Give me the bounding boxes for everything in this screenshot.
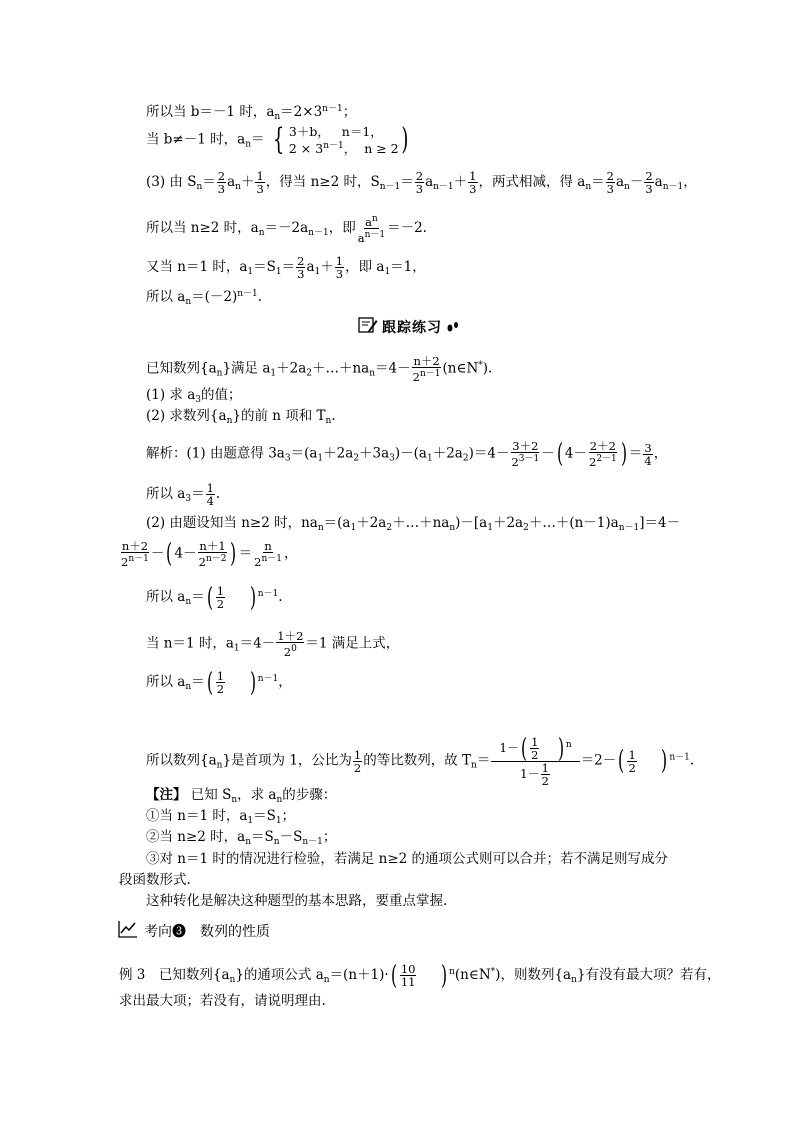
- text: }有没有最大项？若有，: [576, 967, 721, 983]
- text: ＝1 满足上式，: [305, 635, 400, 652]
- text: ＋…＋(n－1)a: [528, 515, 619, 531]
- text: ，两式相减，得 a: [478, 174, 586, 190]
- note-heading: 【注】 已知 $S_n$，求 $a_n$的步骤：: [146, 787, 337, 805]
- text: ①当 n＝1 时，a: [146, 808, 248, 824]
- text: ＝(n＋1)·: [329, 967, 389, 983]
- solution-line-1: 所以当 b＝－1 时，$a_n=2\times 3^{n-1}$；: [146, 104, 357, 122]
- text: ＋2a: [432, 445, 463, 462]
- text: 所以当 n≥2 时，a: [146, 220, 259, 236]
- note-summary: [146, 892, 447, 910]
- text: ＝1，: [390, 259, 426, 275]
- text: (3) 由 S: [146, 174, 197, 190]
- solution-line-4: 所以当 n≥2 时，$a_n=-2a_{n-1}$，即 $\frac{a^n}{a^{n-1}}$ ＝－2.: [146, 214, 427, 245]
- text: ＋3a: [359, 445, 390, 462]
- text: .: [257, 289, 263, 305]
- text: 解析：(1) 由题意得 3a: [146, 445, 285, 462]
- text: 求出最大项；若没有，请说明理由.: [119, 993, 326, 1009]
- text: ，即: [328, 220, 356, 236]
- text: ＝: [628, 445, 643, 462]
- solution-an-1: 所以 $a_n=$( $\frac{1}{2}$ ) $^{n-1}$.: [146, 582, 283, 613]
- example-3: 例 3 已知数列$\{a_n\}$的通项公式 $a_n=(n+1)\cdot$( $\frac{10}{11}$ ) $^n$(n∈N*)，则数列$\{a_n\}$有没有最大项？若有，: [119, 960, 721, 991]
- text: ，: [283, 545, 298, 562]
- section-title: 数列的性质: [200, 924, 270, 940]
- text: ＝S: [253, 259, 276, 275]
- exercise-statement: 已知数列$\{a_n\}$满足 $a_1+2a_2+\dots+na_n=4-$ $\frac{n+2}{2^{n-1}}$ (n∈N*).: [146, 354, 493, 384]
- solution-part-2-cont: $\frac{n+2}{2^{n-1}}$ －( 4－ $\frac{n+1}{2^{n-2}}$ ) ＝ $\frac{n}{2^{n-1}}$ ，: [121, 539, 298, 569]
- text: (2) 求数列{a: [146, 408, 227, 424]
- question-2: (2) 求数列$\{a_n\}$的前 n 项和 $T_n$.: [146, 408, 336, 426]
- section-label: 考向❸: [144, 924, 186, 940]
- text: ＝S: [251, 829, 274, 845]
- footprint-icon: [446, 318, 460, 337]
- text: ＝2－: [580, 752, 617, 769]
- text: 【注】: [146, 787, 187, 803]
- solution-line-2: 当 b≠－1 时，$a_n=$ { 3＋b， n＝1， $2 \times 3^{n-1}$， n ≥ 2 ): [146, 124, 411, 156]
- note-step-2: ②当 n≥2 时，$a_n=S_n-S_{n-1}$；: [146, 829, 337, 847]
- case-cond-1: n＝1，: [341, 124, 383, 139]
- text: 当 n＝1 时，a: [146, 635, 234, 652]
- text: －: [150, 545, 165, 562]
- text: 段函数形式.: [119, 872, 191, 888]
- text: ＝－2a: [264, 220, 309, 236]
- text: 这种转化是解决这种题型的基本思路，要重点掌握.: [146, 893, 448, 909]
- solution-part-1: 解析：(1) 由题意得 $3a_3=(a_1+2a_2+3a_3)-(a_1+2a_2)=4-$ $\frac{3+2}{2^{3-1}}$ －( 4－ $\frac{2+2}{2^{2-1}}$ ) ＝ $\frac{3}{4}$ ，: [146, 439, 668, 469]
- text: )－(a: [394, 445, 427, 462]
- text: ，: [653, 445, 668, 462]
- text: ＋…＋na: [311, 360, 370, 377]
- text: ；: [322, 829, 337, 845]
- text: }的前 n 项和 T: [232, 408, 326, 424]
- text: ＝4－: [239, 635, 276, 652]
- solution-tn: 所以数列$\{a_n\}$是首项为 1，公比为 $\frac{1}{2}$ 的等比数列，故 $T_n=$ 1－( $\frac{1}{2}$ ) $^n$ 1－ $\frac{1}{2}$ ＝2－( $\frac{1}{2}$ ) $^{n-1}$.: [146, 733, 695, 788]
- pencil-icon: [358, 316, 378, 338]
- text: 的值；: [201, 387, 242, 403]
- text: ＝: [191, 674, 205, 690]
- text: 所以当 b＝－1 时，a: [146, 104, 275, 120]
- text: 已知 S: [186, 787, 232, 803]
- text: .: [331, 408, 336, 424]
- text: }的通项公式 a: [235, 967, 324, 983]
- note-step-1: ①当 n＝1 时，$a_1=S_1$；: [146, 808, 296, 826]
- practice-banner: [358, 316, 460, 338]
- text: ＝: [191, 589, 205, 605]
- text: }满足 a: [222, 360, 271, 377]
- text: ＝: [238, 545, 253, 562]
- text: ＝: [250, 131, 265, 148]
- piecewise-cases: { 3＋b， n＝1， $2 \times 3^{n-1}$， n ≥ 2 ): [272, 122, 408, 157]
- question-1: (1) 求 $a_3$的值；: [146, 387, 242, 405]
- text: ]＝4－: [639, 515, 681, 531]
- text: ＝S: [253, 808, 276, 824]
- text: 已知数列{a: [146, 360, 217, 377]
- text: ＋2a: [356, 515, 387, 531]
- solution-an-2: 所以 $a_n=$( $\frac{1}{2}$ ) $^{n-1}$，: [146, 667, 292, 698]
- text: 的步骤：: [282, 787, 337, 803]
- text: )－[a: [455, 515, 488, 531]
- solution-line-6: 所以 $a_n=(-2)^{n-1}$.: [146, 289, 263, 307]
- text: (n∈N: [442, 360, 479, 377]
- solution-part-2: (2) 由题设知当 n≥2 时，$na_n=(a_1+2a_2+\dots+na_n)-[a_1+2a_2+\dots+(n-1)a_{n-1}]=4-$: [146, 515, 681, 533]
- section-heading: [118, 920, 270, 942]
- text: ，得当 n≥2 时，S: [265, 174, 380, 190]
- case-row-1: 3＋b，: [288, 124, 330, 139]
- text: ＋…＋na: [392, 515, 450, 531]
- text: ；: [281, 808, 296, 824]
- text: 的等比数列，故 T: [363, 752, 472, 769]
- text: (1) 求 a: [146, 387, 196, 403]
- text: ，即 a: [345, 259, 385, 275]
- text: (2) 由题设知当 n≥2 时，na: [146, 515, 318, 531]
- text: ＋2a: [323, 445, 354, 462]
- text: 所以 a: [146, 289, 186, 305]
- text: ，: [278, 674, 292, 690]
- case-row-2: 2 × 3: [288, 141, 324, 156]
- text: 所以 a: [146, 589, 186, 605]
- text: ②当 n≥2 时，a: [146, 829, 246, 845]
- text: ；: [342, 104, 357, 120]
- text: ＋2a: [492, 515, 524, 531]
- text: ).: [482, 360, 493, 377]
- text: 例 3 已知数列{a: [119, 967, 230, 983]
- text: ＝2×3: [280, 104, 323, 120]
- text: 又当 n＝1 时，a: [146, 259, 248, 275]
- text: .: [689, 752, 695, 769]
- text: －S: [279, 829, 303, 845]
- text: ＝(a: [290, 445, 318, 462]
- trend-chart-icon: [118, 920, 138, 942]
- text: )＝4－: [468, 445, 510, 462]
- case-cond-2: n ≥ 2: [364, 141, 399, 156]
- text: (n∈N: [454, 967, 491, 983]
- text: 当 b≠－1 时，a: [146, 131, 246, 148]
- note-step-3: [146, 850, 668, 868]
- text: 所以 a: [146, 674, 186, 690]
- text: 所以 a: [146, 486, 186, 502]
- solution-n1-check: 当 n＝1 时，$a_1=4-$ $\frac{1+2}{2^0}$ ＝1 满足上式，: [146, 629, 400, 659]
- text: ＝(a: [323, 515, 351, 531]
- banner-label: 跟踪练习: [382, 320, 442, 336]
- text: ③对 n＝1 时的情况进行检验，若满足 n≥2 的通项公式则可以合并；若不满足则写成分: [146, 851, 669, 867]
- text: ＋2a: [276, 360, 307, 377]
- text: ＝－2.: [387, 220, 427, 236]
- solution-a3: 所以 $a_3=$ $\frac{1}{4}$ .: [146, 481, 221, 508]
- example-3-line-2: [119, 992, 326, 1010]
- text: ＝: [476, 752, 491, 769]
- solution-line-5: 又当 n＝1 时，$a_1=S_1=$ $\frac{2}{3}$ $a_1+$ $\frac{1}{3}$ ，即 $a_1=1$，: [146, 254, 426, 281]
- text: 所以数列{a: [146, 752, 217, 769]
- solution-line-3: (3) 由 $S_n=$ $\frac{2}{3}$ $a_n+$ $\frac{1}{3}$ ，得当 n≥2 时，$S_{n-1}=$ $\frac{2}{3}$ $a_{n-1}+$ $\frac{1}{3}$ ，两式相减，得 $a_n=$ $\frac{2}{3}$ $a_n-$ $\frac{2}{3}$ $a_{n-1}$，: [146, 169, 697, 196]
- text: )，则数列{a: [495, 967, 572, 983]
- text: ＝: [191, 486, 205, 502]
- note-step-3-cont: [119, 871, 191, 889]
- text: ＝4－: [375, 360, 411, 377]
- text: }是首项为 1，公比为: [222, 752, 352, 769]
- text: ，求 a: [237, 787, 277, 803]
- text: －: [541, 445, 555, 462]
- text: ＝(－2): [191, 289, 238, 305]
